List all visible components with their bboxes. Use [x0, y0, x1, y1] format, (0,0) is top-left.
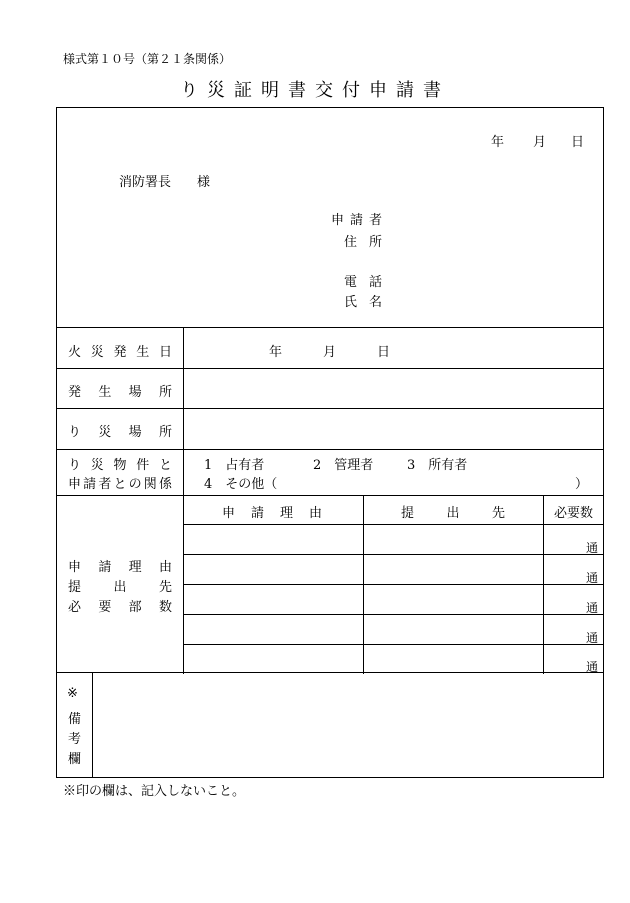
- column-header-destination: 提 出 先: [401, 506, 505, 521]
- document-title: り災証明書交付申請書: [180, 80, 450, 101]
- table-row: [184, 585, 604, 614]
- table-row: [184, 525, 604, 554]
- form-number: 様式第１０号（第２１条関係）: [63, 52, 232, 66]
- location-label: 発 生 場 所: [68, 385, 172, 400]
- relationship-other-close: ）: [575, 477, 589, 492]
- fire-date-month: 月: [323, 345, 337, 360]
- location-field[interactable]: [187, 372, 599, 404]
- applicant-section: [56, 107, 604, 328]
- remarks-char: 考: [68, 732, 82, 747]
- copies-unit: 通: [586, 541, 599, 555]
- column-header-copies: 必要数: [554, 506, 594, 521]
- relationship-option-owner[interactable]: 3 所有者: [407, 458, 468, 473]
- remarks-field: [97, 677, 600, 773]
- remarks-char: 備: [68, 712, 82, 727]
- copies-unit: 通: [586, 601, 599, 615]
- applicant-label: 申 請 者: [331, 213, 382, 228]
- date-month-label: 月: [533, 135, 547, 150]
- main-table: [56, 327, 604, 673]
- table-row: [184, 645, 604, 673]
- fire-date-label: 火 災 発 生 日: [68, 345, 172, 360]
- request-side-label-destination: 提 出 先: [68, 580, 172, 595]
- name-label: 氏 名: [344, 295, 382, 310]
- table-row: [184, 555, 604, 584]
- request-side-label-reason: 申 請 理 由: [68, 560, 172, 575]
- copies-unit: 通: [586, 571, 599, 585]
- fire-date-year: 年: [269, 345, 283, 360]
- request-side-label-copies: 必 要 部 数: [68, 600, 172, 615]
- relationship-label-line2: 申 請 者 と の 関 係: [68, 477, 172, 492]
- footnote: ※印の欄は、記入しないこと。: [63, 784, 246, 799]
- damage-location-label: り 災 場 所: [68, 425, 172, 440]
- phone-label: 電 話: [344, 275, 382, 290]
- addressee-name: 消防署長: [119, 175, 172, 190]
- fire-date-day: 日: [377, 345, 391, 360]
- relationship-option-other[interactable]: 4 その他（: [204, 477, 278, 492]
- column-header-reason: 申 請 理 由: [222, 506, 322, 521]
- table-row: [184, 615, 604, 644]
- addressee-honorific: 様: [197, 175, 211, 190]
- relationship-option-manager[interactable]: 2 管理者: [313, 458, 374, 473]
- date-year-label: 年: [491, 135, 505, 150]
- remarks-char: 欄: [68, 752, 82, 767]
- copies-unit: 通: [586, 631, 599, 645]
- relationship-option-occupant[interactable]: 1 占有者: [204, 458, 265, 473]
- copies-unit: 通: [586, 660, 599, 674]
- address-label: 住 所: [344, 235, 382, 250]
- damage-location-field[interactable]: [187, 412, 599, 445]
- remarks-mark: ※: [67, 686, 78, 701]
- date-day-label: 日: [571, 135, 585, 150]
- remarks-section: [56, 672, 604, 778]
- relationship-label-line1: り 災 物 件 と: [68, 458, 172, 473]
